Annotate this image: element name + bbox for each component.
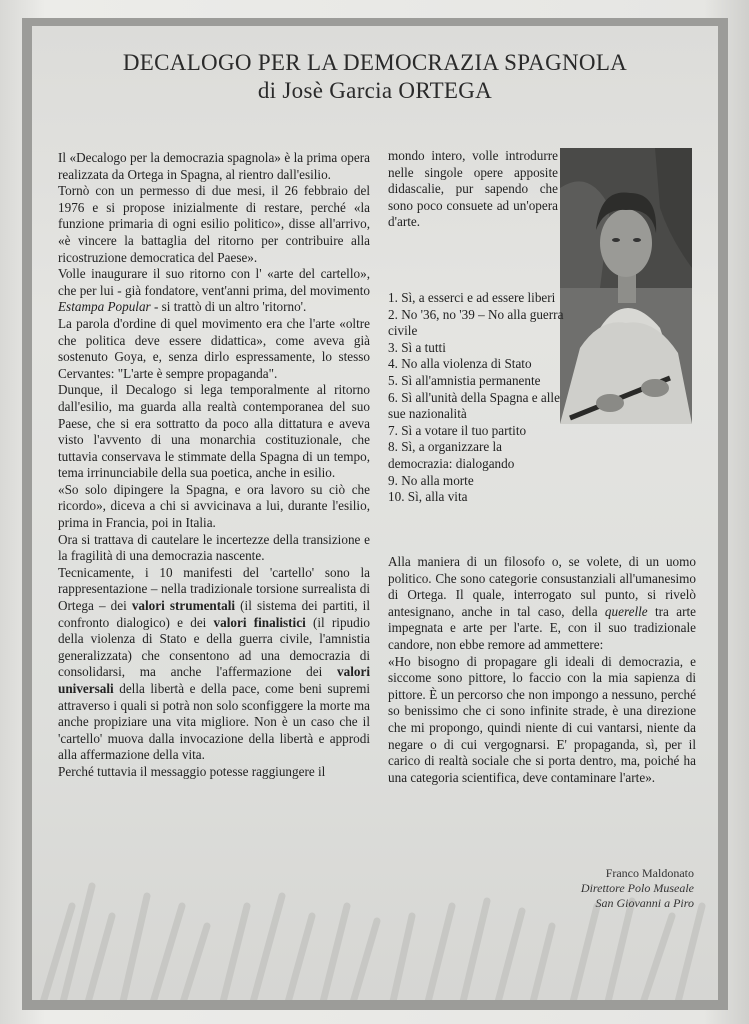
list-item: 10. Sì, alla vita [388,489,468,505]
paragraph: Volle inaugurare il suo ritorno con l' «arte del cartello», che per lui - già fondatore, vent'anni prima, del movimento Estampa Popular - si trattò di un altro 'ritorno'. [58,266,370,315]
list-item: 3. Sì a tutti [388,339,446,355]
right-column-text [388,554,696,786]
left-column-text [58,150,370,781]
right-column-intro: mondo intero, volle introdurre nelle singole opere apposite didascalie, pur sapendo che sono poco consuete ad un'opera d'arte. [388,148,558,230]
paragraph: Ora si trattava di cautelare le incertezze della transizione e la fragilità di una democrazia nascente. [58,531,370,564]
list-item: 7. Sì a votare il tuo partito [388,422,527,438]
printed-panel [32,26,718,1000]
list-item: 8. Sì, a organizzare la democrazia: dialogando [388,439,515,471]
signature-name: Franco Maldonato [605,866,694,880]
decalogue-list [388,290,566,506]
signature-place: San Giovanni a Piro [595,896,694,910]
paragraph: Dunque, il Decalogo si lega temporalmente al ritorno dall'esilio, ma guarda alla realtà contemporanea del suo Paese, che si era sottratto da poco alla dittatura e aveva visto l'avvento di una monarchia costituzionale, che tuttavia conservava le stimmate della Spagna di un tempo, tema irrinunciabile della sua poetica, anche in esilio. [58,382,370,481]
signature-role: Direttore Polo Museale [580,881,694,895]
list-item: 5. Sì all'amnistia permanente [388,372,541,388]
paragraph: Alla maniera di un filosofo o, se volete, di un uomo politico. Che sono categorie consustanziali all'umanesimo di Ortega. Il quale, interrogato sul punto, si rivelò antesignano, anche in tal caso, della querelle tra arte impegnata e arte per l'arte. E, con il suo tradizionale candore, non ebbe remore ad ammettere: [388,554,696,652]
list-item: 4. No alla violenza di Stato [388,356,532,372]
paragraph: La parola d'ordine di quel movimento era che l'arte «oltre che politica deve essere didattica», come aveva già sostenuto Goya, e, senza dirlo espressamente, lo stesso Cervantes: "L'arte è sempre propaganda". [58,315,370,381]
list-item: 1. Sì, a esserci e ad essere liberi [388,290,556,305]
page-title: DECALOGO PER LA DEMOCRAZIA SPAGNOLA [122,50,628,75]
paragraph: Perché tuttavia il messaggio potesse raggiungere il [58,763,326,779]
portrait-photo [560,148,692,424]
list-item: 2. No '36, no '39 – No alla guerra civile [388,306,564,339]
signature-block [581,866,694,911]
paragraph: Tornò con un permesso di due mesi, il 26 febbraio del 1976 e si propose inizialmente di restare, perché «la funzione primaria di ogni esilio politico», disse all'arrivo, «è vincere la battaglia del ritorno per contribuire alla ricostruzione democratica del Paese». [58,183,370,265]
paragraph: «So solo dipingere la Spagna, e ora lavoro su ciò che ricordo», diceva a chi si avvicinava a lui, durante l'esilio, prima in Francia, poi in Italia. [58,481,370,531]
paragraph: Il «Decalogo per la democrazia spagnola» è la prima opera realizzata da Ortega in Spagna, al rientro dall'esilio. [58,150,370,182]
list-item: 6. Sì all'unità della Spagna e alle sue nazionalità [388,389,560,422]
paragraph: Tecnicamente, i 10 manifesti del 'cartello' sono la rappresentazione – nella tradizionale torsione surrealista di Ortega – dei valori strumentali (il sistema dei partiti, il confronto dialogico) e dei valori finalistici (il ripudio della violenza di Stato e della guerra civile, l'amnistia generalizzata) che consentono ad una democrazia di consolidarsi, ma anche l'affermazione dei valori universali della libertà e della pace, come beni supremi attraverso i quali si potrà non solo sconfiggere la morte ma anche propiziare una vita migliore. Non è un caso che il 'cartello' muova dalla invocazione della libertà e approdi alla affermazione della vita. [58,564,370,763]
list-item: 9. No alla morte [388,472,474,488]
quote-paragraph: «Ho bisogno di propagare gli ideali di democrazia, e siccome sono pittore, lo faccio con la mia sapienza di pittore. È un percorso che non impongo a nessuno, perché so benissimo che ci sono infinite strade, è una direzione che mi propongo, quindi niente di cui vantarsi, niente da negare o di cui vergognarsi. E' propaganda, sì, per il carico di realtà sociale che si porta dentro, ma, poiché ha una categoria scientifica, deve contaminare l'arte». [388,653,696,785]
page-subtitle: di Josè Garcia ORTEGA [257,78,493,103]
